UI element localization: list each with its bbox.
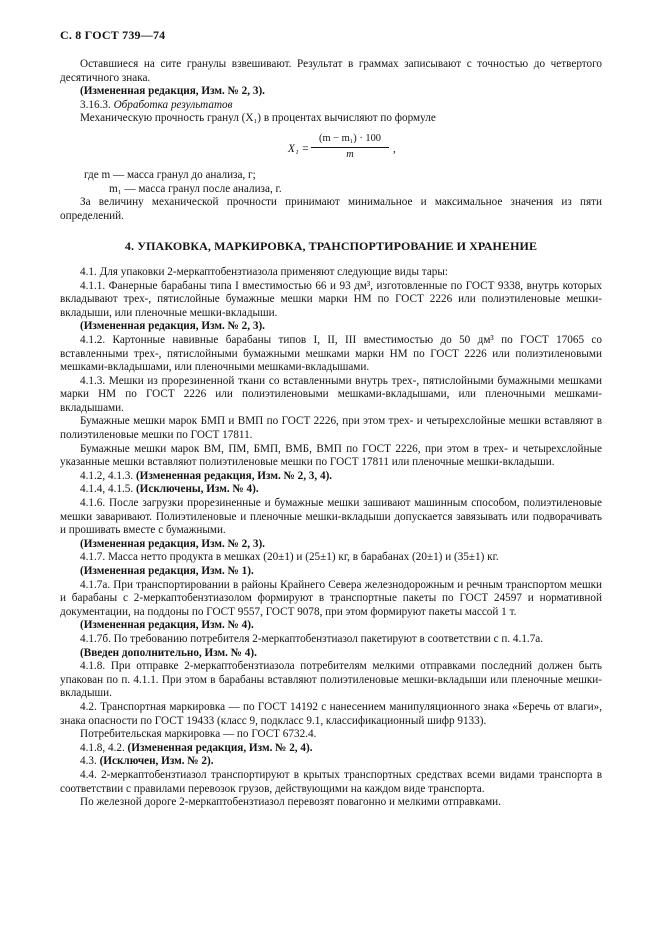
clause-ref: 4.1.8, 4.2.	[80, 741, 125, 754]
paragraph: Механическую прочность гранул (X₁) в процентах вычисляют по формуле	[80, 112, 436, 125]
paragraph: Потребительская маркировка — по ГОСТ 6732.4.	[80, 728, 317, 741]
paragraph: 4.1. Для упаковки 2-меркаптобензтиазола применяют следующие виды тары:	[80, 265, 449, 278]
paragraph: 4.1.7. Масса нетто продукта в мешках (20±1) и (25±1) кг, в барабанах (20±1) и (35±1) кг.	[80, 551, 499, 564]
paragraph: 4.2. Транспортная маркировка — по ГОСТ 14192 с нанесением манипуляционного знака «Беречь от влаги», знака опасности по ГОСТ 19433 (класс 9, подкласс 9.1, классификационный шифр 9133).	[60, 700, 602, 727]
document-body	[60, 58, 602, 810]
formula-legend: где m — масса гранул до анализа, г;	[84, 168, 256, 181]
clause-ref: 4.1.4, 4.1.5.	[80, 483, 134, 496]
amendment-note: (Измененная редакция, Изм. № 2, 4).	[127, 741, 313, 754]
paragraph: 4.1.6. После загрузки прорезиненные и бумажные мешки зашивают машинным способом, полиэтиленовые мешки заваривают. Полиэтиленовые и пленочные мешки-вкладыши допускается завязывать или подворачивать и прошивать вместе с бумажными.	[60, 497, 602, 537]
amendment-note: (Измененная редакция, Изм. № 2, 3).	[80, 537, 265, 550]
formula-legend: m₁ — масса гранул после анализа, г.	[109, 182, 282, 195]
subsection-heading	[60, 99, 602, 113]
paragraph: 4.1.3. Мешки из прорезиненной ткани со вставленными внутрь трех-, пятислойными бумажными мешками марки НМ по ГОСТ 2226 или полиэтиленовыми мешками-вкладышами, или пленочными мешками-вкладышами.	[60, 374, 602, 414]
paragraph: 4.1.7б. По требованию потребителя 2-меркаптобензтиазол пакетируют в соответствии с п. 4.1.7а.	[80, 632, 544, 645]
paragraph: По железной дороге 2-меркаптобензтиазол перевозят повагонно и мелкими отправками.	[80, 796, 501, 809]
formula	[60, 132, 602, 164]
paragraph: 4.1.8. При отправке 2-меркаптобензтиазола потребителям мелкими отправками последний должен быть упакован по п. 4.1.1. При этом в барабаны вставляют полиэтиленовые мешки-вкладыши или пленочные мешки-вкладыши.	[60, 660, 602, 700]
clause-ref: 4.3.	[80, 755, 97, 768]
amendment-note: (Введен дополнительно, Изм. № 4).	[80, 646, 257, 659]
formula-lhs: X₁ =	[288, 142, 310, 155]
subsection-number: 3.16.3.	[80, 98, 111, 111]
subsection-title: Обработка результатов	[113, 98, 233, 111]
amendment-note: (Исключен, Изм. № 2).	[99, 755, 214, 768]
paragraph: 4.1.2. Картонные навивные барабаны типов I, II, III вместимостью до 50 дм³ по ГОСТ 17065 со вставленными трех-, пятислойными бумажными мешками марки НМ по ГОСТ 2226 или полиэтиленовыми мешками-вкладышами, или пленочными мешками-вкладышами.	[60, 333, 602, 374]
amendment-note: (Измененная редакция, Изм. № 2, 3, 4).	[135, 469, 333, 482]
page-header: С. 8 ГОСТ 739—74	[60, 28, 166, 42]
amendment-line	[60, 755, 602, 769]
amendment-note: (Измененная редакция, Изм. № 2, 3).	[80, 85, 265, 98]
paragraph: Бумажные мешки марок ВМ, ПМ, БМП, ВМБ, ВМП по ГОСТ 2226, при этом в трех- и четырехслойные указанные мешки вставляют полиэтиленовые мешки по ГОСТ 17811 или пленочные мешки-вкладыши.	[60, 442, 602, 469]
paragraph: Оставшиеся на сите гранулы взвешивают. Результат в граммах записывают с точностью до четвертого десятичного знака.	[60, 58, 602, 84]
paragraph: За величину механической прочности принимают минимальное и максимальное значения из пяти определений.	[60, 196, 602, 222]
amendment-line	[60, 742, 602, 756]
amendment-line	[60, 483, 602, 497]
formula-comma: ,	[393, 142, 396, 155]
paragraph: 4.1.1. Фанерные барабаны типа I вместимостью 66 и 93 дм³, изготовленные по ГОСТ 9338, внутрь которых вкладывают трех-, пятислойные бумажные мешки марки НМ по ГОСТ 2226 или полиэтиленовые мешки-вкладыши, или пленочные мешки-вкладыши.	[60, 279, 602, 319]
clause-ref: 4.1.2, 4.1.3.	[80, 469, 134, 482]
paragraph: 4.1.7а. При транспортировании в районы Крайнего Севера железнодорожным и речным транспортом мешки и барабаны с 2-меркаптобензтиазолом формируют в транспортные пакеты по ГОСТ 24597 и нормативной документации, на поддоны по ГОСТ 9557, ГОСТ 9078, при этом формируют пакеты массой 1 т.	[60, 578, 602, 618]
formula-fraction	[311, 132, 389, 162]
amendment-note: (Измененная редакция, Изм. № 2, 3).	[80, 320, 265, 333]
amendment-note: (Измененная редакция, Изм. № 4).	[80, 619, 254, 632]
paragraph: 4.4. 2-меркаптобензтиазол транспортируют в крытых транспортных средствах всеми видами транспорта в соответствии с правилами перевозок грузов, действующими на каждом виде транспорта.	[60, 768, 602, 795]
formula-numerator: (m − m₁) · 100	[311, 132, 389, 148]
paragraph: Бумажные мешки марок БМП и ВМП по ГОСТ 2226, при этом трех- и четырехслойные мешки вставляют в полиэтиленовые мешки по ГОСТ 17811.	[60, 415, 602, 442]
amendment-line	[60, 470, 602, 484]
amendment-note: (Исключены, Изм. № 4).	[135, 483, 259, 496]
amendment-note: (Измененная редакция, Изм. № 1).	[80, 565, 254, 577]
section-title: 4. УПАКОВКА, МАРКИРОВКА, ТРАНСПОРТИРОВАНИЕ И ХРАНЕНИЕ	[124, 239, 538, 254]
formula-denominator: m	[346, 148, 354, 160]
